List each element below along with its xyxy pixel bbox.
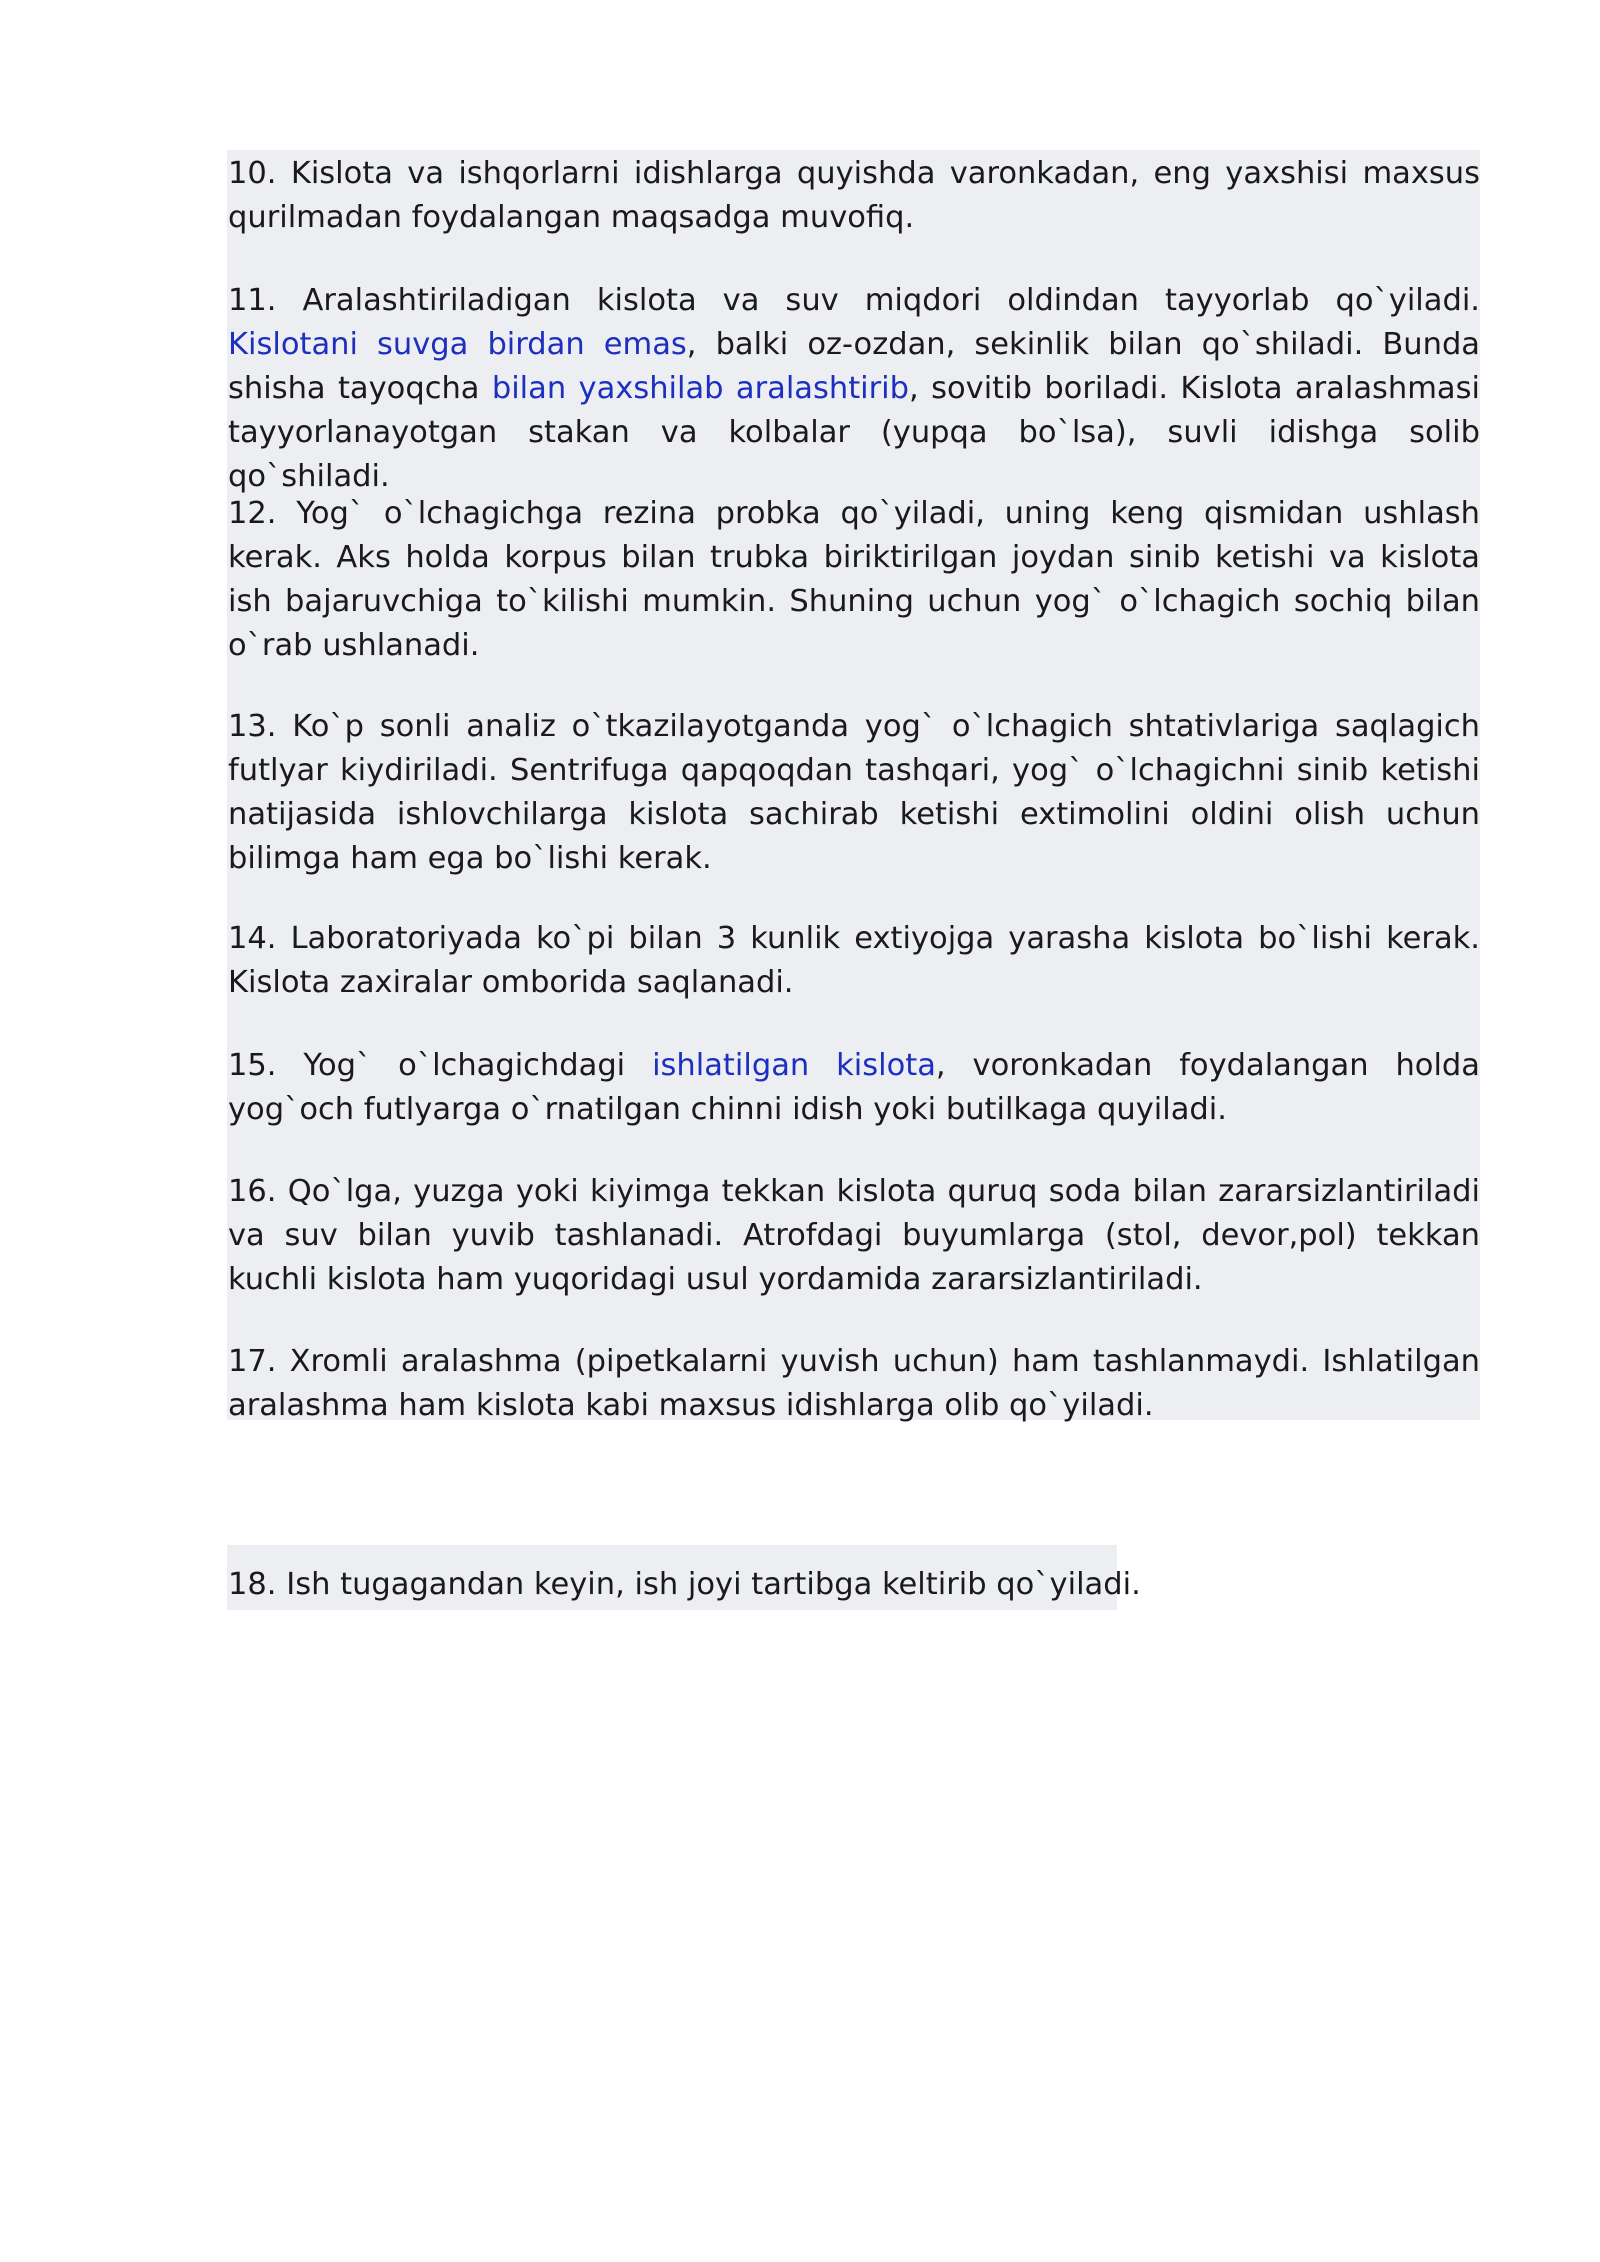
- paragraph-12-text: 12. Yog` o`lchagichga rezina probka qo`yiladi, uning keng qismidan ushlash kerak. Aks holda korpus bilan trubka biriktirilgan joydan sinib ketishi va kislota ish bajaruvchiga to`kilishi mumkin. Shuning uchun yog` o`lchagich sochiq bilan o`rab ushlanadi.: [228, 496, 1480, 663]
- paragraph-14: [228, 917, 1480, 1005]
- paragraph-15-highlight: ishlatilgan kislota: [652, 1048, 936, 1083]
- paragraph-18: [228, 1563, 1480, 1607]
- paragraph-16-text: 16. Qo`lga, yuzga yoki kiyimga tekkan kislota quruq soda bilan zararsizlantiriladi va suv bilan yuvib tashlanadi. Atrofdagi buyumlarga (stol, devor,pol) tekkan kuchli kislota ham yuqoridagi usul yordamida zararsizlantiriladi.: [228, 1174, 1480, 1297]
- paragraph-11-text-1: 11. Aralashtiriladigan kislota va suv miqdori oldindan tayyorlab qo`yiladi.: [228, 283, 1480, 318]
- paragraph-17: [228, 1340, 1480, 1428]
- paragraph-11-text-3: , sovitib boriladi. Kislota aralashmasi tayyorlanayotgan stakan va kolbalar (yupqa bo`lsa), suvli idishga solib qo`shiladi.: [228, 371, 1480, 494]
- paragraph-16: [228, 1170, 1480, 1302]
- paragraph-18-text: 18. Ish tugagandan keyin, ish joyi tartibga keltirib qo`yiladi.: [228, 1567, 1141, 1602]
- paragraph-11-highlight-1: Kislotani suvga birdan emas: [228, 327, 687, 362]
- paragraph-11-text-2: , balki oz-ozdan, sekinlik bilan qo`shiladi. Bunda shisha tayoqcha: [228, 327, 1480, 406]
- paragraph-17-text: 17. Xromli aralashma (pipetkalarni yuvish uchun) ham tashlanmaydi. Ishlatilgan aralashma ham kislota kabi maxsus idishlarga olib qo`yiladi.: [228, 1344, 1480, 1423]
- paragraph-10: [228, 152, 1480, 240]
- paragraph-12: [228, 492, 1480, 668]
- paragraph-15-text-2: , voronkadan foydalangan holda yog`och futlyarga o`rnatilgan chinni idish yoki butilkaga quyiladi.: [228, 1048, 1480, 1127]
- paragraph-11-highlight-2: bilan yaxshilab aralashtirib: [491, 371, 910, 406]
- paragraph-14-text: 14. Laboratoriyada ko`pi bilan 3 kunlik extiyojga yarasha kislota bo`lishi kerak. Kislota zaxiralar omborida saqlanadi.: [228, 921, 1480, 1000]
- paragraph-10-text: 10. Kislota va ishqorlarni idishlarga quyishda varonkadan, eng yaxshisi maxsus qurilmadan foydalangan maqsadga muvofiq.: [228, 156, 1480, 235]
- paragraph-13-text: 13. Ko`p sonli analiz o`tkazilayotganda yog` o`lchagich shtativlariga saqlagich futlyar kiydiriladi. Sentrifuga qapqoqdan tashqari, yog` o`lchagichni sinib ketishi natijasida ishlovchilarga kislota sachirab ketishi extimolini oldini olish uchun bilimga ham ega bo`lishi kerak.: [228, 709, 1480, 876]
- paragraph-11: [228, 279, 1480, 499]
- paragraph-15-text-1: 15. Yog` o`lchagichdagi: [228, 1048, 653, 1083]
- paragraph-13: [228, 705, 1480, 881]
- paragraph-15: [228, 1044, 1480, 1132]
